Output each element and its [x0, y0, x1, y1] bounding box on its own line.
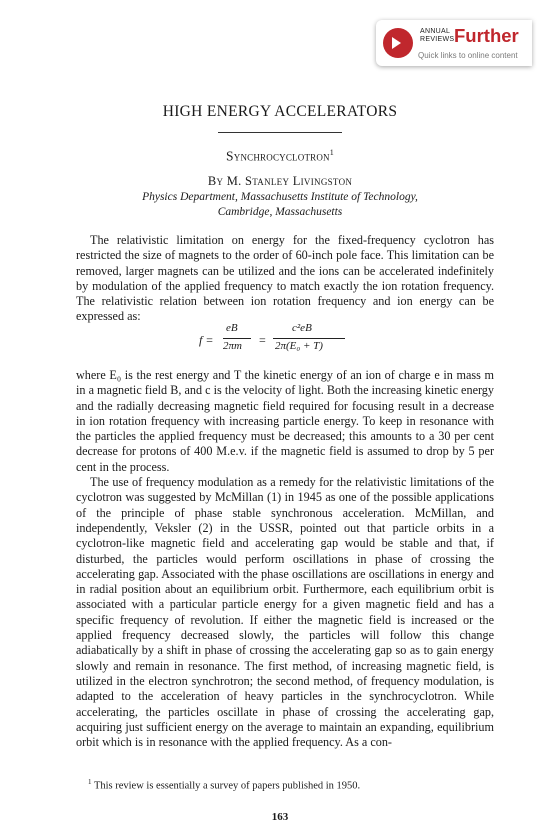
- equation-numerator-2: c²eB: [292, 322, 312, 334]
- further-label[interactable]: Further: [454, 25, 519, 46]
- badge-line1: ANNUAL: [420, 28, 451, 35]
- title-rule: [218, 132, 342, 133]
- fraction-line-2: [273, 338, 345, 339]
- footnote-mark: 1: [88, 778, 92, 786]
- footnote: [88, 778, 360, 792]
- author-line: By M. Stanley Livingston: [207, 174, 353, 188]
- paragraph-1: The relativistic limitation on energy for the fixed-frequency cyclotron has restricted the size of magnets to the order of 60-inch pole face. This limitation can be removed, larger magnets can be utilized and the ions can be accelerated indefinitely by modulation of the applied frequency to match exactly the ion rotation frequency. The relativistic relation between ion rotation frequency and ion energy can be expressed as:: [76, 233, 494, 324]
- paragraph-1-container: [76, 233, 494, 325]
- paragraph-3: The use of frequency modulation as a remedy for the relativistic limitations of the cyclotron was suggested by McMillan (1) in 1945 as one of the possible applications of the principle of phase stable synchronous acceleration. McMillan, and independently, Veksler (2) in the USSR, pointed out that particle orbits in a cyclotron-like magnetic field and accelerating gap would be stable and that, if disturbed, the particles would perform oscillations in phase of crossing the accelerating gap. Associated with the phase oscillations are oscillations in energy and in radial position about an equilibrium orbit. Furthermore, each equilibrium orbit is associated with a particular particle energy for a given magnetic field and has a specific frequency of revolution. If either the magnetic field is increased or the applied frequency decreased slowly, the particles will follow this change adiabatically by a shift in phase of crossing the accelerating gap so as to gain energy slowly and remain in resonance. The first method, of increasing magnetic field, is utilized in the electron synchrotron; the second method, of frequency modulation, is adapted to the acceleration of heavy particles in the synchrocyclotron. While accelerating, the particles oscillate in phase of crossing the accelerating gap, acquiring just sufficient energy on the average to maintain an expanding, equilibrium orbit which is in resonance with the applied frequency. As a con-: [76, 475, 494, 750]
- article-title-text: Synchrocyclotron: [226, 148, 330, 164]
- page-number: 163: [271, 811, 289, 823]
- quick-links-subtitle[interactable]: Quick links to online content: [418, 51, 518, 60]
- paragraph-2: where E₀ is the rest energy and T the kinetic energy of an ion of charge e in mass m in a magnetic field B, and c is the velocity of light. Both the increasing kinetic energy and the radially decreasing magnetic field required for focusing result in a decrease in ion rotation frequency with increasing particle energy. To keep in resonance with the particles the applied frequency must be decreased; this amounts to a 30 per cent decrease for protons of 400 M.e.v. if the magnetic field is assumed to drop by 5 per cent in the process.: [76, 368, 494, 474]
- article-title: [0, 148, 560, 165]
- affiliation-line-2: Cambridge, Massachusetts: [217, 206, 343, 218]
- arrow-icon: [392, 37, 401, 49]
- fraction-line-1: [223, 338, 251, 339]
- annual-reviews-logo-icon: [383, 28, 413, 58]
- equation-numerator-1: eB: [226, 322, 238, 334]
- footnote-text: This review is essentially a survey of papers published in 1950.: [93, 780, 361, 792]
- annual-reviews-wordmark: [420, 28, 454, 43]
- equation-lhs: f =: [199, 333, 214, 347]
- badge-line2: REVIEWS: [420, 35, 455, 43]
- further-links-badge[interactable]: [376, 20, 532, 66]
- running-title: HIGH ENERGY ACCELERATORS: [162, 103, 398, 120]
- equation-denominator-1: 2πm: [223, 340, 242, 352]
- affiliation-line-1: Physics Department, Massachusetts Institute of Technology,: [142, 191, 418, 203]
- equation-equals: =: [259, 333, 266, 347]
- main-text: [76, 368, 494, 750]
- equation-denominator-2: 2π(E₀ + T): [275, 340, 323, 352]
- title-footnote-mark: 1: [329, 148, 334, 157]
- frequency-equation: [199, 318, 369, 362]
